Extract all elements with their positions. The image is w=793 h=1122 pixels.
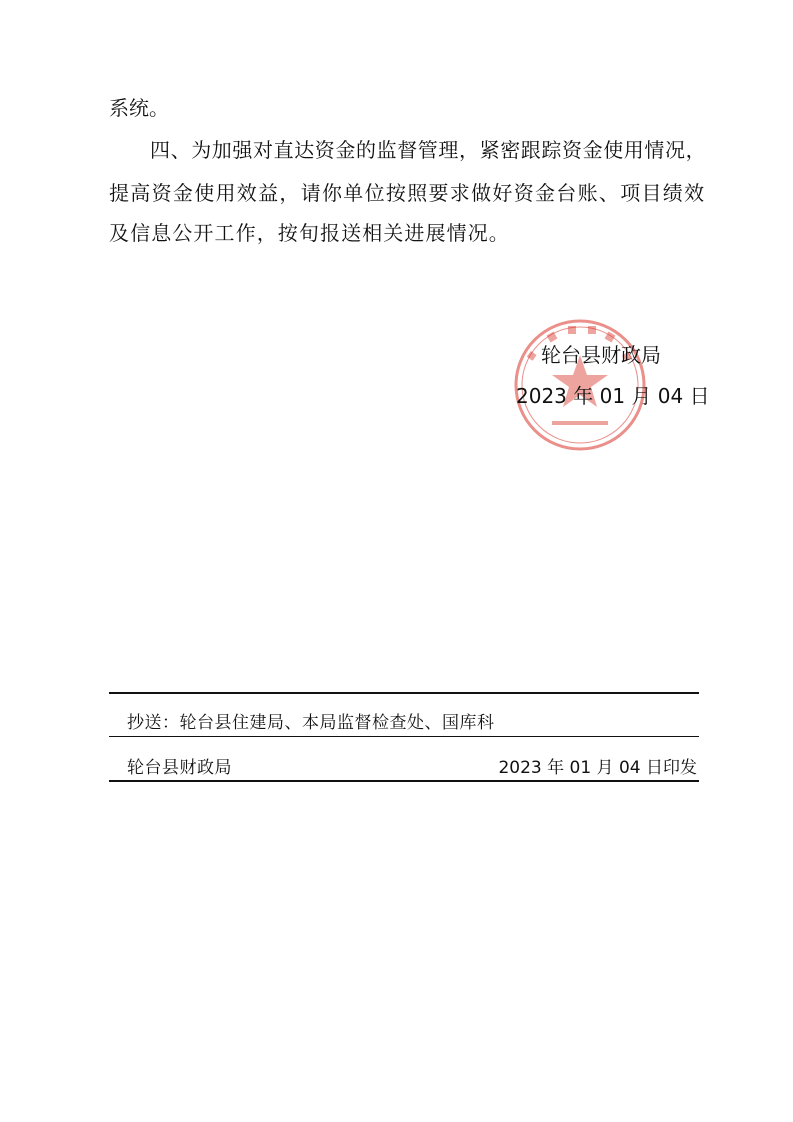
paragraph-line: 提高资金使用效益，请你单位按照要求做好资金台账、项目绩效 — [109, 181, 706, 205]
signature-date: 2023 年 01 月 04 日 — [516, 384, 710, 408]
paragraph-line: 四、为加强对直达资金的监督管理，紧密跟踪资金使用情况， — [150, 138, 707, 162]
cc-line: 抄送：轮台县住建局、本局监督检查处、国库科 — [127, 713, 495, 733]
issuer: 轮台县财政局 — [127, 758, 232, 778]
issue-date: 2023 年 01 月 04 日印发 — [498, 758, 697, 778]
footer-top-rule — [109, 692, 699, 694]
signature-org: 轮台县财政局 — [541, 343, 661, 367]
paragraph-line: 系统。 — [109, 96, 169, 120]
footer-bottom-rule — [109, 780, 699, 782]
paragraph-line: 及信息公开工作，按旬报送相关进展情况。 — [109, 221, 510, 245]
footer-middle-rule — [109, 736, 699, 737]
